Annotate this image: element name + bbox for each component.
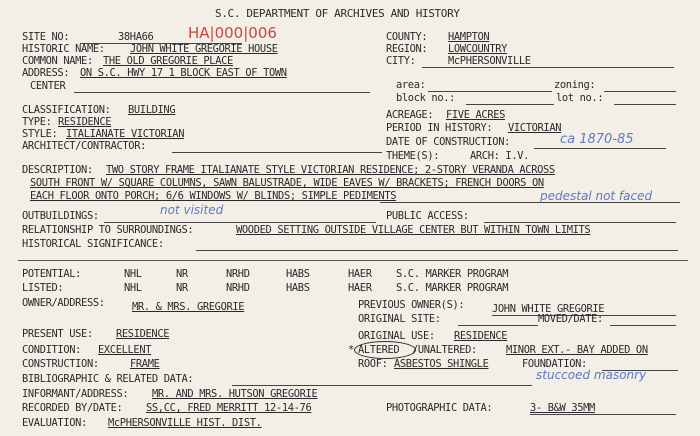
card-title: S.C. DEPARTMENT OF ARCHIVES AND HISTORY xyxy=(215,7,460,20)
style-value: ITALIANATE VICTORIAN xyxy=(66,128,185,140)
public-access-line xyxy=(484,222,676,223)
region-value: LOWCOUNTRY xyxy=(448,43,508,55)
evaluation-value: McPHERSONVILLE HIST. DIST. xyxy=(108,417,262,429)
zoning-line xyxy=(604,91,676,92)
type-label: TYPE: xyxy=(22,116,52,128)
listed-haer: HAER xyxy=(348,282,372,294)
altered-circle xyxy=(354,341,416,359)
recorded-label: RECORDED BY/DATE: xyxy=(22,402,123,414)
significance-label: HISTORICAL SIGNIFICANCE: xyxy=(22,238,164,250)
city-value: McPHERSONVILLE xyxy=(448,55,531,67)
address-line2-rule xyxy=(74,92,370,93)
city-label: CITY: xyxy=(386,55,416,67)
outbuildings-handwritten: not visited xyxy=(160,203,224,217)
historic-name-value: JOHN WHITE GREGORIE HOUSE xyxy=(130,43,278,55)
common-name-value: THE OLD GREGORIE PLACE xyxy=(103,55,233,67)
lot-label: lot no.: xyxy=(556,92,604,104)
classification-value: BUILDING xyxy=(128,104,176,116)
potential-nhl: NHL xyxy=(124,268,142,280)
handwritten-note: pedestal not faced xyxy=(540,189,653,203)
roof-value: ASBESTOS SHINGLE xyxy=(394,358,489,370)
relationship-value: WOODED SETTING OUTSIDE VILLAGE CENTER BUT WITHIN TOWN LIMITS xyxy=(236,224,591,236)
original-use-value: RESIDENCE xyxy=(454,330,508,342)
type-value: RESIDENCE xyxy=(58,116,112,128)
public-access-label: PUBLIC ACCESS: xyxy=(386,210,469,222)
biblio-line xyxy=(232,385,532,386)
potential-habs: HABS xyxy=(286,268,310,280)
recorded-value: SS,CC, FRED MERRITT 12-14-76 xyxy=(146,402,312,414)
acreage-value: FIVE ACRES xyxy=(446,109,506,121)
date-line xyxy=(534,148,666,149)
prev-owner-value: JOHN WHITE GREGORIE xyxy=(492,303,605,315)
prev-owner-label: PREVIOUS OWNER(S): xyxy=(358,299,465,311)
condition-value: EXCELLENT xyxy=(98,344,152,356)
zoning-label: zoning: xyxy=(554,79,596,91)
outbuildings-label: OUTBUILDINGS: xyxy=(22,210,99,222)
address-label: ADDRESS: xyxy=(22,67,70,79)
owner-value: MR. & MRS. GREGORIE xyxy=(132,301,245,313)
relationship-label: RELATIONSHIP TO SURROUNDINGS: xyxy=(22,224,194,236)
county-label: COUNTY: xyxy=(386,31,428,43)
outbuildings-line xyxy=(104,222,376,223)
potential-label: POTENTIAL: xyxy=(22,268,82,280)
listed-nrhd: NRHD xyxy=(226,282,250,294)
date-label: DATE OF CONSTRUCTION: xyxy=(386,136,511,148)
altered-note: MINOR EXT.- BAY ADDED ON xyxy=(506,344,648,356)
construction-value: FRAME xyxy=(130,358,160,370)
listed-habs: HABS xyxy=(286,282,310,294)
common-name-label: COMMON NAME: xyxy=(22,55,93,67)
evaluation-label: EVALUATION: xyxy=(22,417,87,429)
city-line xyxy=(422,67,674,68)
acreage-label: ACREAGE: xyxy=(386,109,434,121)
block-label: block no.: xyxy=(396,92,456,104)
listed-label: LISTED: xyxy=(22,282,64,294)
present-use-value: RESIDENCE xyxy=(116,328,170,340)
photo-value: 3- B&W 35MM xyxy=(530,402,595,414)
unaltered-label: /UNALTERED: xyxy=(412,344,477,356)
potential-nr: NR xyxy=(176,268,188,280)
photo-label: PHOTOGRAPHIC DATA: xyxy=(386,402,493,414)
altered-label: ALTERED xyxy=(358,344,400,356)
condition-label: CONDITION: xyxy=(22,344,82,356)
description-line3: EACH FLOOR ONTO PORCH; 6/6 WINDOWS W/ BLINDS; SIMPLE PEDIMENTS xyxy=(30,190,397,202)
description-label: DESCRIPTION: xyxy=(22,164,93,176)
moved-line xyxy=(610,325,676,326)
listed-marker: S.C. MARKER PROGRAM xyxy=(396,282,509,294)
moved-label: MOVED/DATE: xyxy=(538,313,603,325)
period-label: PERIOD IN HISTORY: xyxy=(386,122,493,134)
roof-label: ROOF: xyxy=(358,358,388,370)
construction-label: CONSTRUCTION: xyxy=(22,358,99,370)
architect-line xyxy=(172,152,382,153)
description-line1: TWO STORY FRAME ITALIANATE STYLE VICTORIAN RESIDENCE; 2-STORY VERANDA ACROSS xyxy=(106,164,555,176)
date-handwritten: ca 1870-85 xyxy=(560,132,634,147)
original-use-label: ORIGINAL USE: xyxy=(358,330,435,342)
county-value: HAMPTON xyxy=(448,31,490,43)
block-line xyxy=(466,104,554,105)
area-label: area: xyxy=(396,79,426,91)
theme-label: THEME(S): xyxy=(386,150,440,162)
site-no-label: SITE NO: xyxy=(22,31,70,43)
owner-label: OWNER/ADDRESS: xyxy=(22,297,105,309)
photo-line xyxy=(530,414,676,415)
section-separator xyxy=(18,260,688,261)
informant-label: INFORMANT/ADDRESS: xyxy=(22,388,129,400)
significance-line xyxy=(196,250,678,251)
site-no-value: 38HA66 xyxy=(118,31,154,43)
style-label: STYLE: xyxy=(22,128,58,140)
foundation-handwritten: stuccoed masonry xyxy=(536,368,647,382)
classification-label: CLASSIFICATION: xyxy=(22,104,111,116)
original-site-line xyxy=(458,325,538,326)
informant-value: MR. AND MRS. HUTSON GREGORIE xyxy=(152,388,318,400)
altered-star: * xyxy=(348,344,354,356)
foundation-label: FOUNDATION: xyxy=(522,358,587,370)
potential-haer: HAER xyxy=(348,268,372,280)
listed-nhl: NHL xyxy=(124,282,142,294)
listed-nr: NR xyxy=(176,282,188,294)
biblio-label: BIBLIOGRAPHIC & RELATED DATA: xyxy=(22,373,194,385)
theme-value: ARCH: I.V. xyxy=(470,150,530,162)
potential-marker: S.C. MARKER PROGRAM xyxy=(396,268,509,280)
region-label: REGION: xyxy=(386,43,428,55)
architect-label: ARCHITECT/CONTRACTOR: xyxy=(22,140,147,152)
period-value: VICTORIAN xyxy=(508,122,562,134)
lot-line xyxy=(614,104,676,105)
original-site-label: ORIGINAL SITE: xyxy=(358,313,441,325)
address-line1: ON S.C. HWY 17 1 BLOCK EAST OF TOWN xyxy=(80,67,287,79)
present-use-label: PRESENT USE: xyxy=(22,328,93,340)
description-line2: SOUTH FRONT W/ SQUARE COLUMNS, SAWN BALUSTRADE, WIDE EAVES W/ BRACKETS; FRENCH DOORS ON xyxy=(30,177,544,189)
site-no-handwritten: HA|000|006 xyxy=(188,24,277,42)
historic-name-label: HISTORIC NAME: xyxy=(22,43,105,55)
address-line2: CENTER xyxy=(30,80,66,92)
potential-nrhd: NRHD xyxy=(226,268,250,280)
